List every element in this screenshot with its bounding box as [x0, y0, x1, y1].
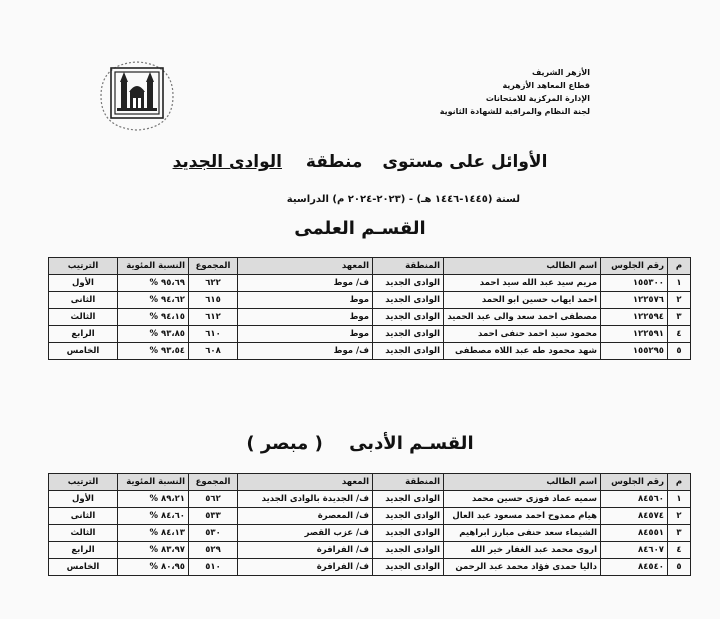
cell-name: شهد محمود طه عبد اللاه مصطفى: [444, 343, 601, 360]
cell-name: مصطفى احمد سعد والى عبد الحميد: [444, 309, 601, 326]
col-header-rank: الترتيب: [49, 474, 118, 491]
cell-institute: موط: [238, 309, 373, 326]
col-header-total: المجموع: [189, 258, 238, 275]
col-header-percentage: النسبة المئوية: [118, 258, 189, 275]
cell-region: الوادى الجديد: [373, 275, 444, 292]
cell-total: ٥٣٠: [189, 525, 238, 542]
cell-rank: الثالث: [49, 525, 118, 542]
cell-seat: ٨٤٥٦٠: [601, 491, 668, 508]
table-row: [49, 326, 691, 343]
cell-percentage: ٨٠،٩٥ %: [118, 559, 189, 576]
cell-rank: الرابع: [49, 542, 118, 559]
cell-index: ٥: [668, 559, 691, 576]
col-header-percentage: النسبة المئوية: [118, 474, 189, 491]
cell-region: الوادى الجديد: [373, 343, 444, 360]
cell-institute: ف/ موط: [238, 343, 373, 360]
cell-index: ٥: [668, 343, 691, 360]
literary-results-table: [48, 473, 691, 576]
header-line: الإدارة المركزية للامتحانات: [485, 94, 590, 103]
cell-name: محمود سيد احمد حنفى احمد: [444, 326, 601, 343]
cell-region: الوادى الجديد: [373, 559, 444, 576]
cell-total: ٦٠٨: [189, 343, 238, 360]
table-row: [49, 309, 691, 326]
literary-section-title: [0, 433, 720, 454]
col-header-institute: المعهد: [238, 258, 373, 275]
cell-institute: ف/ عزب القصر: [238, 525, 373, 542]
cell-rank: الثانى: [49, 508, 118, 525]
cell-index: ٤: [668, 326, 691, 343]
cell-percentage: ٩٣،٥٤ %: [118, 343, 189, 360]
header-line: لجنة النظام والمراقبة للشهادة الثانوية: [439, 107, 590, 116]
cell-region: الوادى الجديد: [373, 525, 444, 542]
cell-index: ١: [668, 491, 691, 508]
cell-percentage: ٨٣،٩٧ %: [118, 542, 189, 559]
cell-index: ٢: [668, 292, 691, 309]
cell-institute: ف/ موط: [238, 275, 373, 292]
cell-percentage: ٨٤،١٣ %: [118, 525, 189, 542]
cell-index: ٣: [668, 309, 691, 326]
table-row: [49, 559, 691, 576]
col-header-region: المنطقة: [373, 258, 444, 275]
cell-index: ٣: [668, 525, 691, 542]
title-region-label: منطقة: [305, 152, 363, 172]
header-line: الأزهر الشريف: [531, 68, 590, 77]
cell-total: ٥٦٢: [189, 491, 238, 508]
col-header-region: المنطقة: [373, 474, 444, 491]
literary-title-text: القسـم الأدبى: [349, 433, 474, 454]
table-header-row: [49, 258, 691, 275]
cell-percentage: ٩٣،٨٥ %: [118, 326, 189, 343]
cell-percentage: ٨٩،٢١ %: [118, 491, 189, 508]
col-header-rank: الترتيب: [49, 258, 118, 275]
cell-percentage: ٩٤،١٥ %: [118, 309, 189, 326]
cell-total: ٦٢٢: [189, 275, 238, 292]
cell-percentage: ٨٤،٦٠ %: [118, 508, 189, 525]
table-row: [49, 491, 691, 508]
cell-rank: الخامس: [49, 343, 118, 360]
cell-region: الوادى الجديد: [373, 326, 444, 343]
cell-rank: الأول: [49, 491, 118, 508]
cell-seat: ٨٤٥٧٤: [601, 508, 668, 525]
academic-year: لسنة (١٤٤٥-١٤٤٦ هـ) - (٢٠٢٣-٢٠٢٤ م) الدراسية: [286, 194, 520, 205]
literary-subtitle: ( مبصر ): [246, 433, 323, 454]
cell-total: ٥١٠: [189, 559, 238, 576]
cell-region: الوادى الجديد: [373, 508, 444, 525]
cell-region: الوادى الجديد: [373, 542, 444, 559]
table-row: [49, 343, 691, 360]
al-azhar-logo: [97, 58, 177, 132]
cell-seat: ١٥٥٣٠٠: [601, 275, 668, 292]
table-row: [49, 275, 691, 292]
col-header-index: م: [668, 474, 691, 491]
cell-name: احمد ايهاب حسين ابو الحمد: [444, 292, 601, 309]
col-header-name: اسم الطالب: [444, 474, 601, 491]
cell-institute: ف/ المعصرة: [238, 508, 373, 525]
cell-region: الوادى الجديد: [373, 491, 444, 508]
table-row: [49, 525, 691, 542]
cell-seat: ٨٤٥٤٠: [601, 559, 668, 576]
cell-seat: ١٢٢٥٧٦: [601, 292, 668, 309]
cell-rank: الخامس: [49, 559, 118, 576]
cell-total: ٥٣٣: [189, 508, 238, 525]
col-header-index: م: [668, 258, 691, 275]
cell-seat: ١٢٢٥٩١: [601, 326, 668, 343]
cell-seat: ٨٤٥٥١: [601, 525, 668, 542]
cell-seat: ١٢٢٥٩٤: [601, 309, 668, 326]
table-header-row: [49, 474, 691, 491]
cell-total: ٦١٢: [189, 309, 238, 326]
cell-total: ٦١٠: [189, 326, 238, 343]
table-row: [49, 542, 691, 559]
cell-name: اروى محمد عبد الغفار خير الله: [444, 542, 601, 559]
cell-region: الوادى الجديد: [373, 309, 444, 326]
institution-header: [440, 66, 590, 118]
cell-seat: ١٥٥٢٩٥: [601, 343, 668, 360]
cell-seat: ٨٤٦٠٧: [601, 542, 668, 559]
header-line: قطاع المعاهد الأزهرية: [502, 81, 590, 90]
col-header-name: اسم الطالب: [444, 258, 601, 275]
science-results-table: [48, 257, 691, 360]
col-header-seat: رقم الجلوس: [601, 474, 668, 491]
table-row: [49, 508, 691, 525]
cell-rank: الثالث: [49, 309, 118, 326]
col-header-total: المجموع: [189, 474, 238, 491]
title-main: الأوائل على مستوى: [382, 152, 548, 172]
cell-name: مريم سيد عبد الله سيد احمد: [444, 275, 601, 292]
cell-index: ٢: [668, 508, 691, 525]
cell-rank: الرابع: [49, 326, 118, 343]
cell-institute: ف/ الجديدة بالوادى الجديد: [238, 491, 373, 508]
cell-percentage: ٩٤،٦٢ %: [118, 292, 189, 309]
table-row: [49, 292, 691, 309]
cell-institute: ف/ الفرافرة: [238, 559, 373, 576]
cell-name: هيام ممدوح احمد مسعود عبد العال: [444, 508, 601, 525]
cell-total: ٦١٥: [189, 292, 238, 309]
science-section-title: القسـم العلمى: [294, 218, 426, 239]
cell-percentage: ٩٥،٦٩ %: [118, 275, 189, 292]
cell-name: الشيماء سعد حنفى مبارز ابراهيم: [444, 525, 601, 542]
cell-total: ٥٢٩: [189, 542, 238, 559]
col-header-institute: المعهد: [238, 474, 373, 491]
page-title: [0, 152, 720, 172]
cell-index: ١: [668, 275, 691, 292]
cell-name: داليا حمدى فؤاد محمد عبد الرحمن: [444, 559, 601, 576]
cell-name: سميه عماد فوزى حسين محمد: [444, 491, 601, 508]
cell-rank: الأول: [49, 275, 118, 292]
cell-institute: موط: [238, 326, 373, 343]
cell-rank: الثانى: [49, 292, 118, 309]
col-header-seat: رقم الجلوس: [601, 258, 668, 275]
cell-index: ٤: [668, 542, 691, 559]
cell-region: الوادى الجديد: [373, 292, 444, 309]
cell-institute: ف/ الفرافرة: [238, 542, 373, 559]
cell-institute: موط: [238, 292, 373, 309]
title-region-name: الوادى الجديد: [172, 152, 282, 172]
